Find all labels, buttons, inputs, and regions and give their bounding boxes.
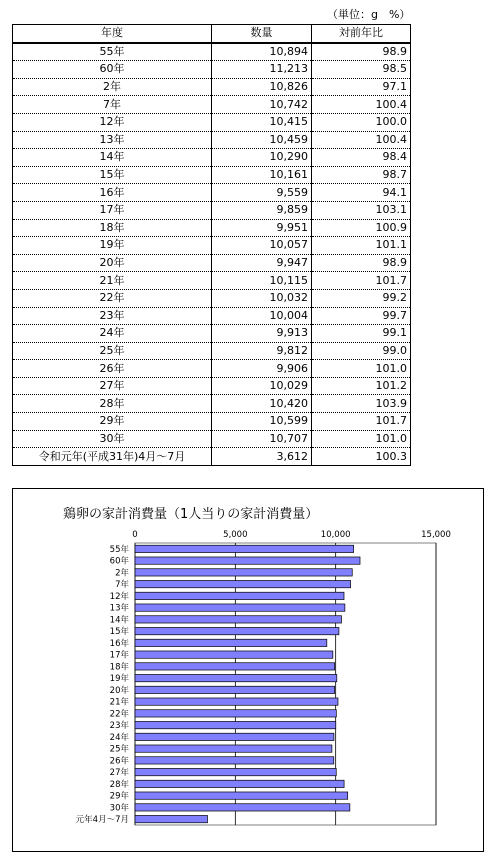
cell-year: 22年 [13,289,212,307]
cell-year: 23年 [13,307,212,325]
cell-year: 19年 [13,237,212,255]
cell-yoy: 99.7 [312,307,411,325]
cell-quantity: 10,032 [212,289,312,307]
bar [135,545,354,552]
y-category-label: 24年 [109,732,129,743]
cell-year: 17年 [13,201,212,219]
bar [135,557,360,564]
cell-yoy: 100.0 [312,113,411,131]
cell-yoy: 98.9 [312,43,411,61]
y-category-label: 元年4月～7月 [75,815,129,826]
cell-year: 15年 [13,166,212,184]
cell-quantity: 10,742 [212,96,312,114]
table-row [13,430,411,448]
bar [135,804,350,811]
table-row [13,166,411,184]
header-quantity: 数量 [212,25,312,43]
table-row [13,96,411,114]
y-category-label: 26年 [109,756,129,767]
y-category-label: 14年 [109,615,129,626]
table-row [13,272,411,290]
y-category-label: 15年 [109,627,129,638]
y-category-label: 7年 [115,580,129,591]
bar [135,639,327,646]
cell-yoy: 97.1 [312,78,411,96]
cell-yoy: 100.4 [312,96,411,114]
cell-yoy: 103.1 [312,201,411,219]
bar [135,616,341,623]
x-tick-label: 5,000 [223,530,248,540]
y-category-label: 60年 [109,556,129,567]
y-category-label: 22年 [109,709,129,720]
y-category-label: 30年 [109,803,129,814]
cell-quantity: 10,004 [212,307,312,325]
cell-year: 21年 [13,272,212,290]
table-row [13,219,411,237]
y-category-label: 18年 [109,662,129,673]
cell-year: 令和元年(平成31年)4月～7月 [13,448,212,466]
cell-year: 18年 [13,219,212,237]
bar [135,698,338,705]
cell-yoy: 101.0 [312,360,411,378]
y-category-label: 55年 [109,544,129,555]
cell-year: 16年 [13,184,212,202]
cell-year: 26年 [13,360,212,378]
header-yoy: 対前年比 [312,25,411,43]
table-row [13,254,411,272]
bar [135,592,344,599]
cell-quantity: 11,213 [212,61,312,79]
bar [135,815,207,822]
bar [135,710,336,717]
bar [135,663,335,670]
cell-quantity: 10,161 [212,166,312,184]
table-row [13,342,411,360]
table-row [13,201,411,219]
table-row [13,395,411,413]
table-row [13,307,411,325]
cell-year: 2年 [13,78,212,96]
table-row [13,413,411,431]
bar [135,733,334,740]
cell-yoy: 101.1 [312,237,411,255]
table-row [13,113,411,131]
cell-yoy: 98.5 [312,61,411,79]
cell-yoy: 100.9 [312,219,411,237]
cell-quantity: 10,599 [212,413,312,431]
cell-year: 25年 [13,342,212,360]
cell-year: 29年 [13,413,212,431]
data-table [12,24,411,466]
bar [135,580,351,587]
x-tick-label: 15,000 [421,530,451,540]
cell-quantity: 10,029 [212,377,312,395]
cell-year: 60年 [13,61,212,79]
cell-quantity: 10,826 [212,78,312,96]
bar [135,792,348,799]
cell-quantity: 9,859 [212,201,312,219]
cell-quantity: 9,913 [212,325,312,343]
table-header-row [13,25,411,43]
cell-quantity: 10,894 [212,43,312,61]
bar [135,569,352,576]
cell-quantity: 9,947 [212,254,312,272]
cell-quantity: 10,420 [212,395,312,413]
cell-year: 30年 [13,430,212,448]
cell-yoy: 101.7 [312,272,411,290]
cell-year: 7年 [13,96,212,114]
bar [135,674,337,681]
table-row [13,78,411,96]
cell-quantity: 9,812 [212,342,312,360]
bar [135,686,335,693]
x-tick-label: 10,000 [320,530,351,540]
bar-chart [13,489,485,853]
table-row [13,237,411,255]
cell-year: 55年 [13,43,212,61]
bar [135,604,345,611]
table-row [13,43,411,61]
y-category-label: 20年 [109,685,129,696]
table-row [13,61,411,79]
table-row [13,184,411,202]
cell-quantity: 10,707 [212,430,312,448]
cell-yoy: 100.4 [312,131,411,149]
cell-year: 12年 [13,113,212,131]
cell-yoy: 94.1 [312,184,411,202]
bar [135,745,332,752]
cell-yoy: 98.7 [312,166,411,184]
cell-yoy: 101.0 [312,430,411,448]
cell-year: 24年 [13,325,212,343]
cell-yoy: 101.7 [312,413,411,431]
y-category-label: 21年 [109,697,129,708]
table-row [13,360,411,378]
bar [135,627,339,634]
table-row [13,131,411,149]
table-row [13,377,411,395]
table-row [13,325,411,343]
cell-quantity: 10,115 [212,272,312,290]
bar [135,757,334,764]
bar [135,780,344,787]
cell-yoy: 100.3 [312,448,411,466]
cell-yoy: 99.0 [312,342,411,360]
cell-yoy: 101.2 [312,377,411,395]
chart-title: 鶏卵の家計消費量（1人当りの家計消費量） [63,507,319,522]
y-category-label: 25年 [109,744,129,755]
table-row [13,448,411,466]
y-category-label: 12年 [109,591,129,602]
cell-quantity: 3,612 [212,448,312,466]
cell-yoy: 99.2 [312,289,411,307]
cell-yoy: 98.4 [312,149,411,167]
y-category-label: 2年 [115,568,129,579]
y-category-label: 23年 [109,721,129,732]
header-year: 年度 [13,25,212,43]
cell-quantity: 9,559 [212,184,312,202]
cell-year: 20年 [13,254,212,272]
y-category-label: 28年 [109,779,129,790]
bar [135,768,336,775]
cell-quantity: 10,290 [212,149,312,167]
cell-quantity: 9,906 [212,360,312,378]
cell-yoy: 103.9 [312,395,411,413]
cell-year: 13年 [13,131,212,149]
unit-note: （単位：g %） [327,8,411,21]
cell-year: 14年 [13,149,212,167]
cell-quantity: 10,057 [212,237,312,255]
x-tick-label: 0 [132,530,138,540]
y-category-label: 17年 [109,650,129,661]
bar [135,721,336,728]
y-category-label: 19年 [109,674,129,685]
cell-yoy: 98.9 [312,254,411,272]
cell-year: 27年 [13,377,212,395]
cell-quantity: 10,459 [212,131,312,149]
bar [135,651,333,658]
cell-year: 28年 [13,395,212,413]
cell-quantity: 9,951 [212,219,312,237]
table-row [13,289,411,307]
cell-quantity: 10,415 [212,113,312,131]
chart-panel [12,488,484,852]
y-category-label: 13年 [109,603,129,614]
y-category-label: 27年 [109,768,129,779]
table-row [13,149,411,167]
y-category-label: 29年 [109,791,129,802]
cell-yoy: 99.1 [312,325,411,343]
y-category-label: 16年 [109,638,129,649]
